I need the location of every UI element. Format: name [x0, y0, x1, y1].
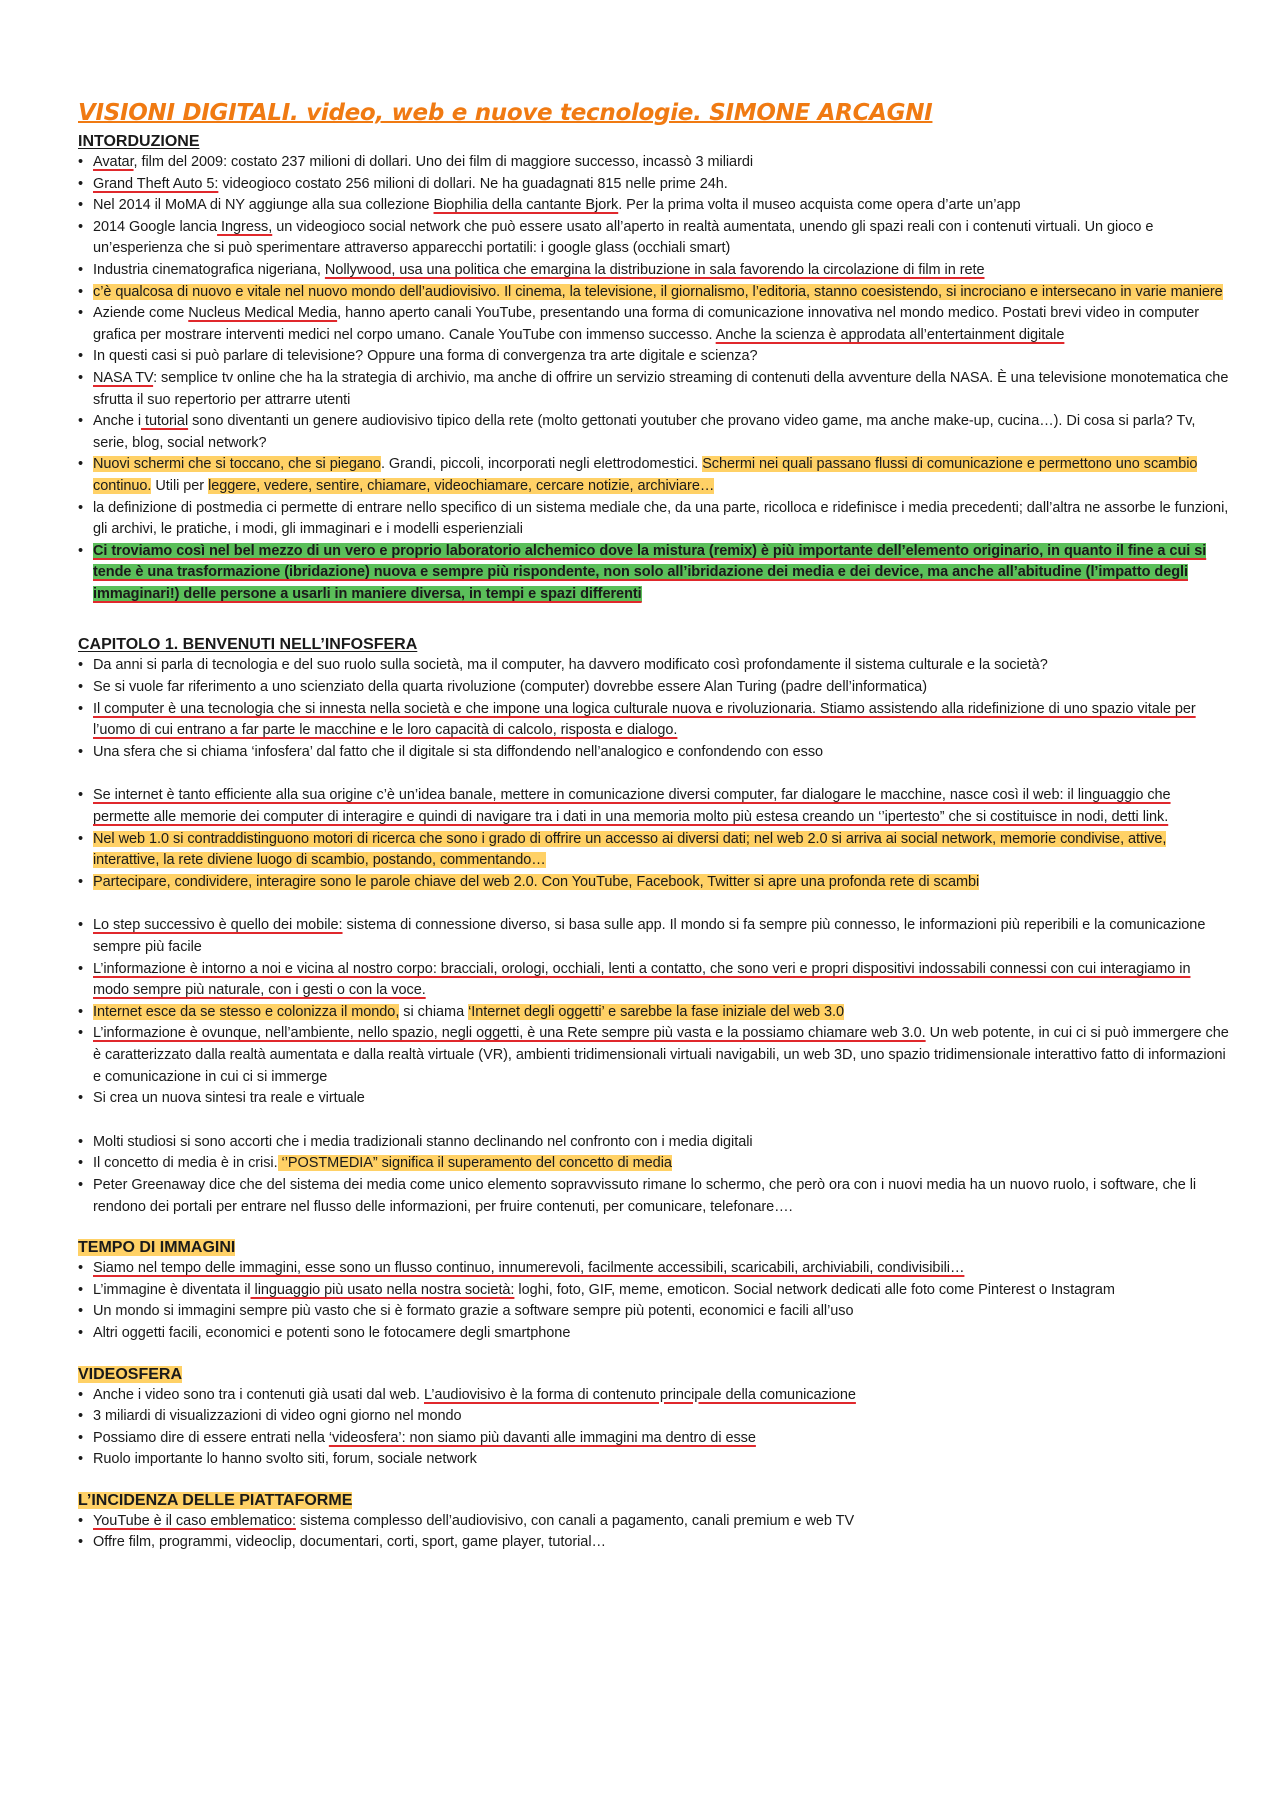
tempo-list: [78, 1258, 1230, 1344]
list-item: • Ci troviamo così nel bel mezzo di un vero e proprio laboratorio alchemico dove la mistura (remix) è più importante dell’elemento originario, in quanto il fine a cui si tende è una trasformazione (ibridazione) nuova e sempre più rispondente, non solo all’ibridazione dei media e dei device, ma anche all’abitudine (l’impatto degli immaginari!) delle persone a usarli in maniere diversa, in tempi e spazi differenti: [78, 541, 1230, 606]
list-item: • Da anni si parla di tecnologia e del suo ruolo sulla società, ma il computer, ha davvero modificato così profondamente il sistema culturale e la società?: [78, 655, 1230, 677]
capitolo-1-list-d: [78, 1132, 1230, 1218]
list-item: • Se si vuole far riferimento a uno scienziato della quarta rivoluzione (computer) dovrebbe essere Alan Turing (padre dell’informatica): [78, 677, 1230, 699]
list-item: • Altri oggetti facili, economici e potenti sono le fotocamere degli smartphone: [78, 1323, 1230, 1345]
section-heading-tempo-di-immagini: TEMPO DI IMMAGINI: [78, 1239, 236, 1257]
list-item: • Nel 2014 il MoMA di NY aggiunge alla sua collezione Biophilia della cantante Bjork. Per la prima volta il museo acquista come opera d’arte un’app: [78, 195, 1230, 217]
intro-list: [78, 152, 1230, 605]
list-item: • Si crea un nuova sintesi tra reale e virtuale: [78, 1088, 1230, 1110]
list-item: • Anche i tutorial sono diventanti un genere audiovisivo tipico della rete (molto gettonati youtuber che provano video game, ma anche make-up, cucina…). Di cosa si parla? Tv, serie, blog, social network?: [78, 411, 1230, 454]
list-item: • Il computer è una tecnologia che si innesta nella società e che impone una logica culturale nuova e rivoluzionaria. Stiamo assistendo alla ridefinizione di uno spazio vitale per l’uomo di cui entrano a far parte le macchine e le loro capacità di calcolo, risposta e dialogo.: [78, 699, 1230, 742]
section-heading-capitolo-1: CAPITOLO 1. BENVENUTI NELL’INFOSFERA: [78, 636, 418, 654]
list-item: • 3 miliardi di visualizzazioni di video ogni giorno nel mondo: [78, 1406, 1230, 1428]
list-item: • L’informazione è ovunque, nell’ambiente, nello spazio, negli oggetti, è una Rete sempre più vasta e la possiamo chiamare web 3.0. Un web potente, in cui ci si può immergere che è caratterizzato dalla realtà aumentata e dalla realtà virtuale (VR), ambienti tridimensionali virtuali navigabili, un web 3D, uno spazio tridimensionale interattivo fatto di informazioni e comunicazione in cui ci si immerge: [78, 1023, 1230, 1088]
piattaforme-list: [78, 1511, 1230, 1554]
list-item: • Il concetto di media è in crisi. ‘’POSTMEDIA” significa il superamento del concetto di media: [78, 1153, 1230, 1175]
section-heading-intro: INTORDUZIONE: [78, 133, 200, 150]
list-item: • In questi casi si può parlare di televisione? Oppure una forma di convergenza tra arte digitale e scienza?: [78, 346, 1230, 368]
section-heading-piattaforme: L’INCIDENZA DELLE PIATTAFORME: [78, 1491, 353, 1509]
list-item: • Offre film, programmi, videoclip, documentari, corti, sport, game player, tutorial…: [78, 1532, 1230, 1554]
list-item: • c’è qualcosa di nuovo e vitale nel nuovo mondo dell’audiovisivo. Il cinema, la televisione, il giornalismo, l’editoria, stanno coesistendo, si incrociano e intersecano in varie maniere: [78, 282, 1230, 304]
list-item: • Siamo nel tempo delle immagini, esse sono un flusso continuo, innumerevoli, facilmente accessibili, scaricabili, archiviabili, condivisibili…: [78, 1258, 1230, 1280]
list-item: • Grand Theft Auto 5: videogioco costato 256 milioni di dollari. Ne ha guadagnati 815 nelle prime 24h.: [78, 174, 1230, 196]
list-item: • Partecipare, condividere, interagire sono le parole chiave del web 2.0. Con YouTube, Facebook, Twitter si apre una profonda rete di scambi: [78, 872, 1230, 894]
capitolo-1-list-c: [78, 915, 1230, 1109]
list-item: • Molti studiosi si sono accorti che i media tradizionali stanno declinando nel confronto con i media digitali: [78, 1132, 1230, 1154]
list-item: • 2014 Google lancia Ingress, un videogioco social network che può essere usato all’aperto in realtà aumentata, unendo gli spazi reali con i contenuti virtuali. Un gioco e un’esperienza che si può sperimentare attraverso apparecchi portatili: i google glass (occhiali smart): [78, 217, 1230, 260]
section-heading-videosfera: VIDEOSFERA: [78, 1365, 183, 1383]
list-item: • Internet esce da se stesso e colonizza il mondo, si chiama ‘Internet degli oggetti’ e sarebbe la fase iniziale del web 3.0: [78, 1002, 1230, 1024]
list-item: • Aziende come Nucleus Medical Media, hanno aperto canali YouTube, presentando una forma di comunicazione innovativa nel mondo medico. Postati brevi video in computer grafica per mostrare interventi medici nel corpo umano. Canale YouTube con immenso successo. Anche la scienza è approdata all’entertainment digitale: [78, 303, 1230, 346]
list-item: • Avatar, film del 2009: costato 237 milioni di dollari. Uno dei film di maggiore successo, incassò 3 miliardi: [78, 152, 1230, 174]
document-title: VISIONI DIGITALI. video, web e nuove tecnologie. SIMONE ARCAGNI: [78, 100, 933, 126]
list-item: • Ruolo importante lo hanno svolto siti, forum, sociale network: [78, 1449, 1230, 1471]
list-item: • Possiamo dire di essere entrati nella ‘videosfera’: non siamo più davanti alle immagini ma dentro di esse: [78, 1428, 1230, 1450]
list-item: • Nel web 1.0 si contraddistinguono motori di ricerca che sono i grado di offrire un accesso ai diversi dati; nel web 2.0 si arriva ai social network, memorie condivise, attive, interattive, la rete diviene luogo di scambio, postando, commentando…: [78, 829, 1230, 872]
list-item: • L’informazione è intorno a noi e vicina al nostro corpo: bracciali, orologi, occhiali, lenti a contatto, che sono veri e propri dispositivi indossabili connessi con cui interagiamo in modo sempre più naturale, con i gesti o con la voce.: [78, 959, 1230, 1002]
list-item: • YouTube è il caso emblematico: sistema complesso dell’audiovisivo, con canali a pagamento, canali premium e web TV: [78, 1511, 1230, 1533]
videosfera-list: [78, 1385, 1230, 1471]
list-item: • Una sfera che si chiama ‘infosfera’ dal fatto che il digitale si sta diffondendo nell’analogico e confondendo con esso: [78, 742, 1230, 764]
list-item: • Anche i video sono tra i contenuti già usati dal web. L’audiovisivo è la forma di contenuto principale della comunicazione: [78, 1385, 1230, 1407]
list-item: • L’immagine è diventata il linguaggio più usato nella nostra società: loghi, foto, GIF, meme, emoticon. Social network dedicati alle foto come Pinterest o Instagram: [78, 1280, 1230, 1302]
capitolo-1-list-a: [78, 655, 1230, 763]
list-item: • Lo step successivo è quello dei mobile: sistema di connessione diverso, si basa sulle app. Il mondo si fa sempre più connesso, le informazioni più reperibili e la comunicazione sempre più facile: [78, 915, 1230, 958]
list-item: • Un mondo si immagini sempre più vasto che si è formato grazie a software sempre più potenti, economici e facili all’uso: [78, 1301, 1230, 1323]
capitolo-1-list-b: [78, 785, 1230, 893]
list-item: • Se internet è tanto efficiente alla sua origine c’è un’idea banale, mettere in comunicazione diversi computer, far dialogare le macchine, nasce così il web: il linguaggio che permette alle memorie dei computer di interagire e quindi di navigare tra i dati in una memoria molto più estesa creando un ‘’ipertesto” che si costituisce in nodi, detti link.: [78, 785, 1230, 828]
list-item: • la definizione di postmedia ci permette di entrare nello specifico di un sistema mediale che, da una parte, ricolloca e ridefinisce i media precedenti; dall’altra ne assorbe le funzioni, gli archivi, le pratiche, i modi, gli immaginari e i modelli esperienziali: [78, 498, 1230, 541]
list-item: • NASA TV: semplice tv online che ha la strategia di archivio, ma anche di offrire un servizio streaming di contenuti della avventure della NASA. È una televisione monotematica che sfrutta il suo repertorio per attrarre utenti: [78, 368, 1230, 411]
list-item: • Nuovi schermi che si toccano, che si piegano. Grandi, piccoli, incorporati negli elettrodomestici. Schermi nei quali passano flussi di comunicazione e permettono uno scambio continuo. Utili per leggere, vedere, sentire, chiamare, videochiamare, cercare notizie, archiviare…: [78, 454, 1230, 497]
list-item: • Industria cinematografica nigeriana, Nollywood, usa una politica che emargina la distribuzione in sala favorendo la circolazione di film in rete: [78, 260, 1230, 282]
list-item: • Peter Greenaway dice che del sistema dei media come unico elemento sopravvissuto rimane lo schermo, che però ora con i nuovi media ha un nuovo ruolo, i software, che li rendono dei portali per entrare nel flusso delle informazioni, per fruire contenuti, per comunicare, telefonare….: [78, 1175, 1230, 1218]
